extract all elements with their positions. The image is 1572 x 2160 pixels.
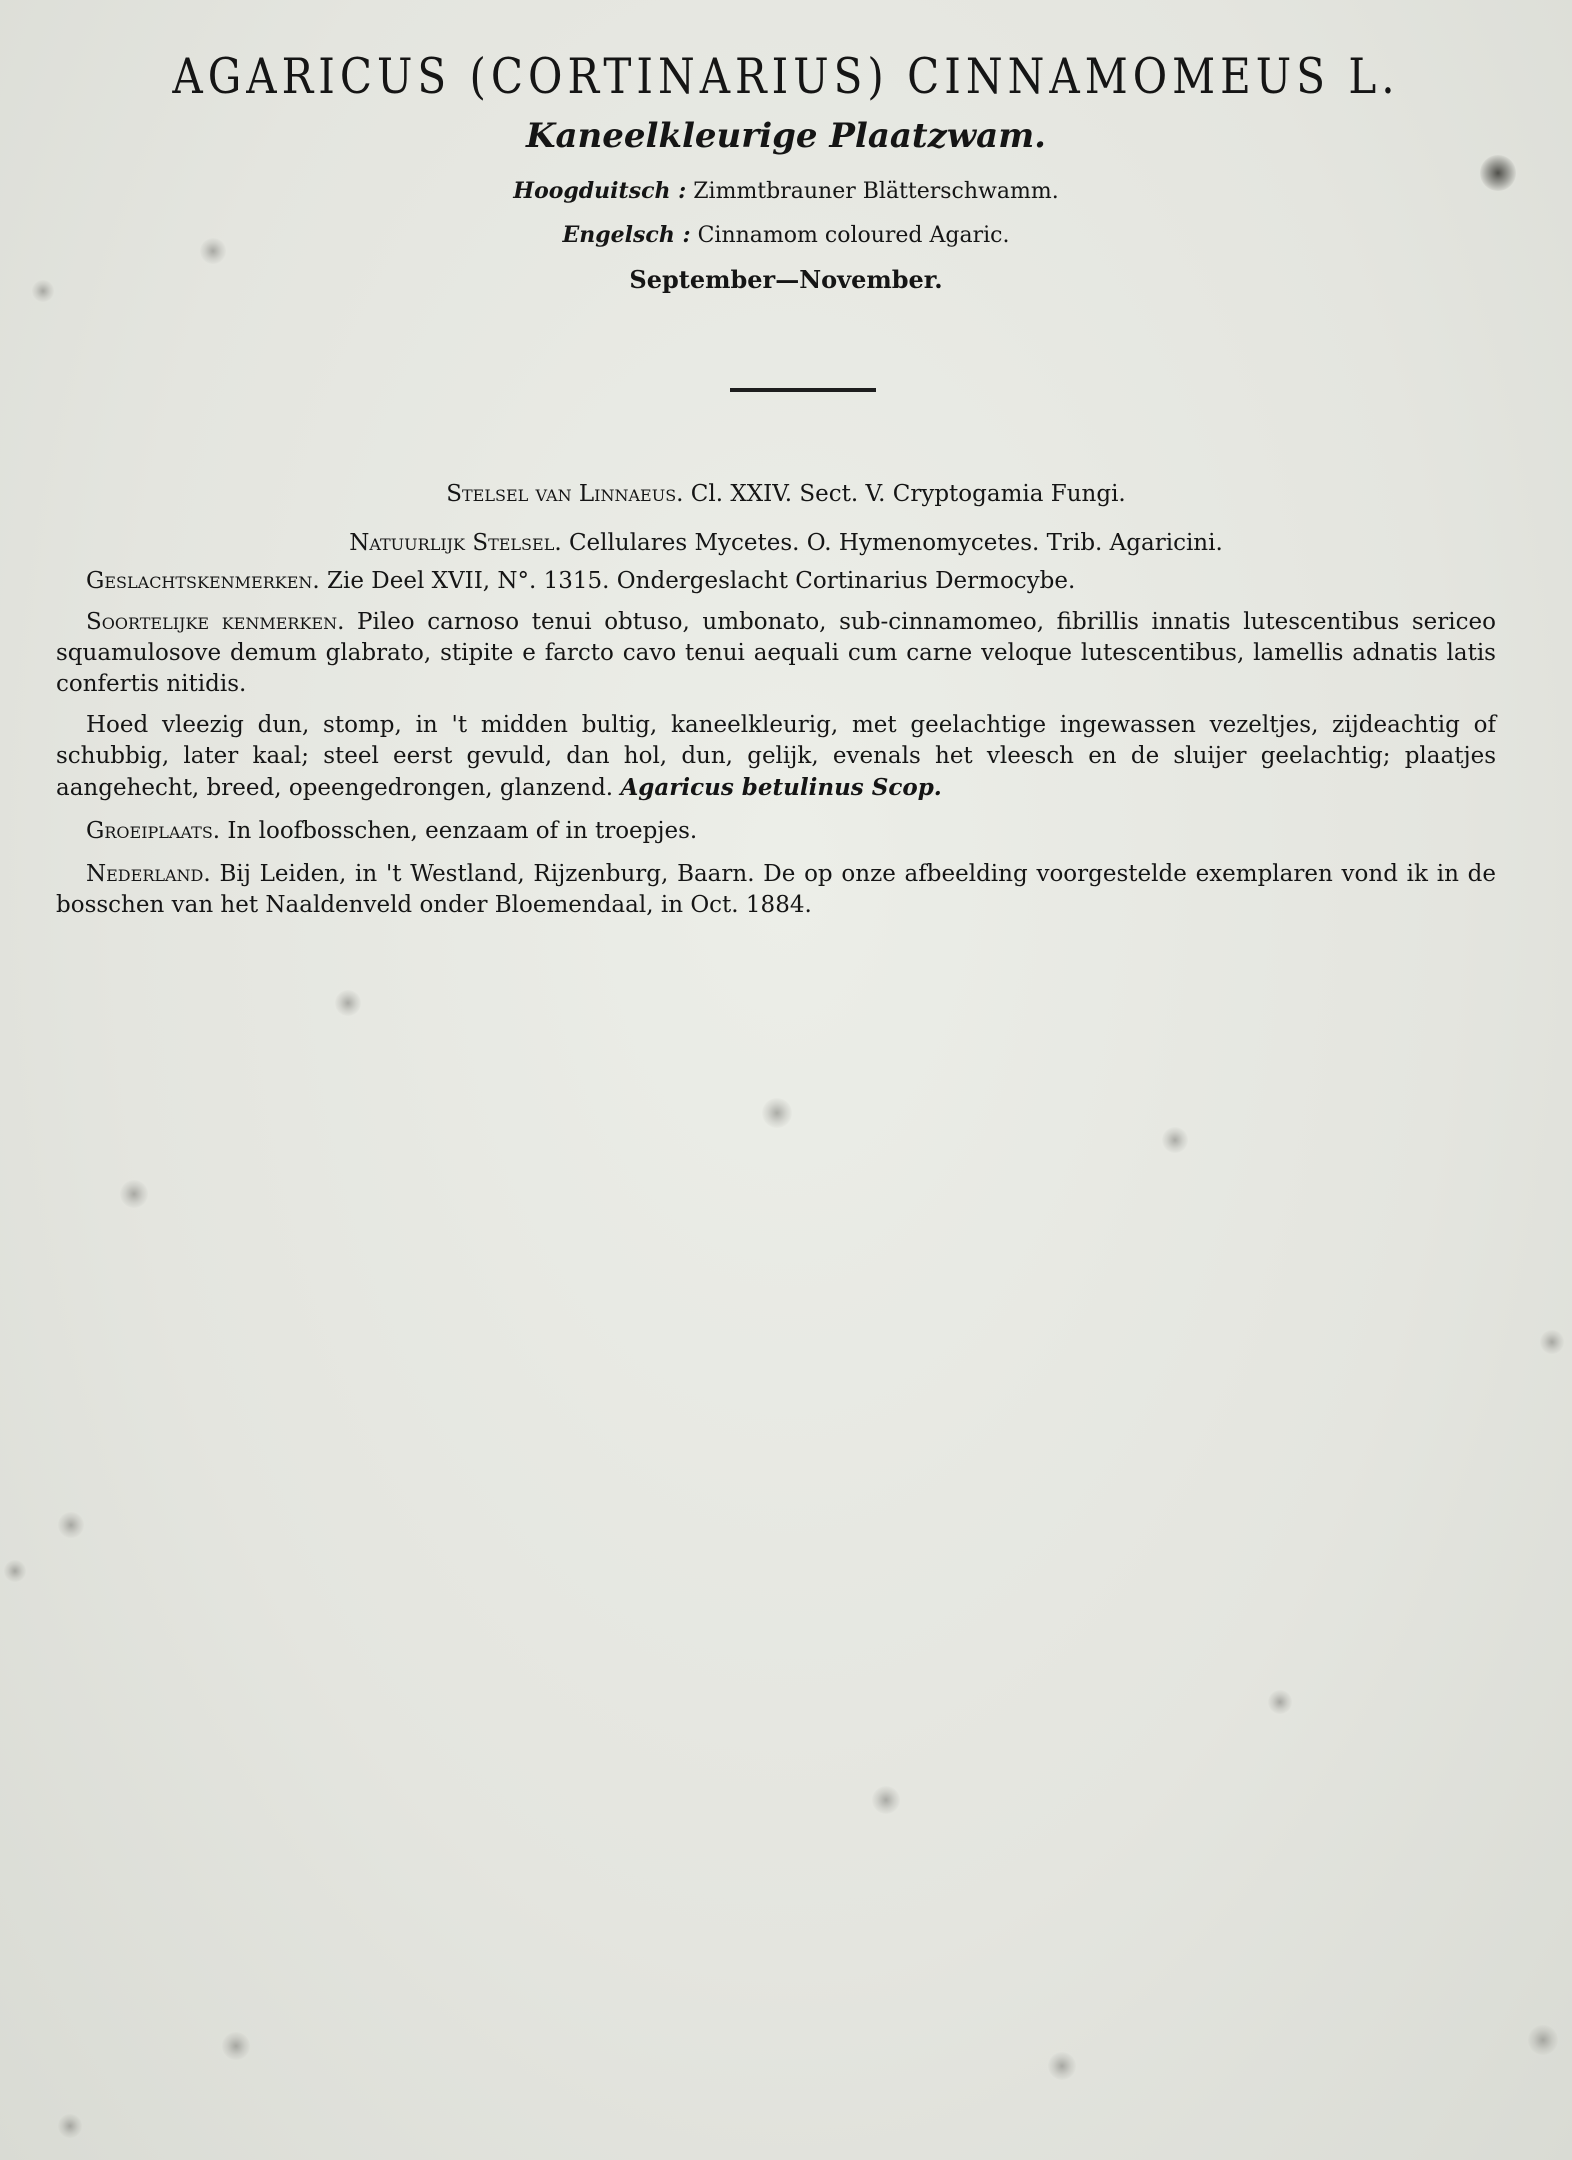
species-text: Pileo carnoso tenui obtuso, umbonato, sub-cinnamomeo, fibrillis innatis lutescentibus sericeo squamulosove demum glabrato, stipite e farcto cavo tenui aequali cum carne veloque lutescentibus, lamellis adnatis latis confertis nitidis. [56, 609, 1496, 697]
paper-speck [1540, 1330, 1564, 1354]
natural-text: Cellulares Mycetes. O. Hymenomycetes. Trib. Agaricini. [568, 530, 1223, 556]
locality-text: Bij Leiden, in 't Westland, Rijzenburg, Baarn. De op onze afbeelding voorgestelde exemplaren vond ik in de bosschen van het Naaldenveld onder Bloemendaal, in Oct. 1884. [56, 861, 1496, 918]
german-name: Zimmtbrauner Blätterschwamm. [693, 179, 1059, 204]
natural-system-line [0, 530, 1572, 556]
english-name-line [0, 222, 1572, 248]
paper-speck [120, 1180, 148, 1208]
paper-speck [1048, 2052, 1076, 2080]
paper-speck [58, 1512, 84, 1538]
linnaeus-system-line [0, 481, 1572, 507]
linnaeus-label: Stelsel van Linnaeus. [446, 481, 684, 507]
habitat-paragraph [56, 816, 1496, 847]
horizontal-rule [730, 388, 876, 392]
genus-label: Geslachtskenmerken. [86, 568, 320, 594]
description-block [56, 566, 1496, 921]
dutch-description-paragraph [56, 710, 1496, 804]
paper-speck [58, 2114, 82, 2138]
paper-speck [1528, 2025, 1558, 2055]
paper-speck [762, 1098, 792, 1128]
genus-text: Zie Deel XVII, N°. 1315. Ondergeslacht Cortinarius Dermocybe. [327, 568, 1076, 594]
english-name: Cinnamom coloured Agaric. [697, 223, 1010, 248]
paper-speck [1162, 1127, 1188, 1153]
german-name-line [0, 178, 1572, 204]
synonym-text: Agaricus betulinus Scop. [620, 774, 942, 801]
locality-paragraph [56, 859, 1496, 921]
genus-paragraph [56, 566, 1496, 597]
dutch-description-text: Hoed vleezig dun, stomp, in 't midden bultig, kaneelkleurig, met geelachtige ingewassen vezeltjes, zijdeachtig of schubbig, later kaal; steel eerst gevuld, dan hol, dun, gelijk, evenals het vleesch en de sluijer geelachtig; plaatjes aangehecht, breed, opeengedrongen, glanzend. [56, 712, 1496, 801]
locality-label: Nederland. [86, 861, 211, 887]
paper-speck [1268, 1690, 1292, 1714]
paper-speck [4, 1560, 26, 1582]
habitat-label: Groeiplaats. [86, 818, 221, 844]
dutch-common-name: Kaneelkleurige Plaatzwam. [525, 116, 1047, 156]
linnaeus-text: Cl. XXIV. Sect. V. Cryptogamia Fungi. [690, 481, 1126, 507]
habitat-text: In loofbosschen, eenzaam of in troepjes. [227, 818, 698, 844]
season-line: September—November. [629, 265, 943, 294]
paper-speck [222, 2032, 250, 2060]
english-label: Engelsch : [562, 222, 691, 248]
natural-label: Natuurlijk Stelsel. [349, 530, 562, 556]
species-paragraph [56, 607, 1496, 700]
species-label: Soortelijke kenmerken. [86, 609, 345, 635]
page-title: AGARICUS (CORTINARIUS) CINNAMOMEUS L. [172, 48, 1400, 105]
german-label: Hoogduitsch : [513, 178, 687, 204]
paper-speck [872, 1786, 900, 1814]
paper-speck [335, 990, 361, 1016]
